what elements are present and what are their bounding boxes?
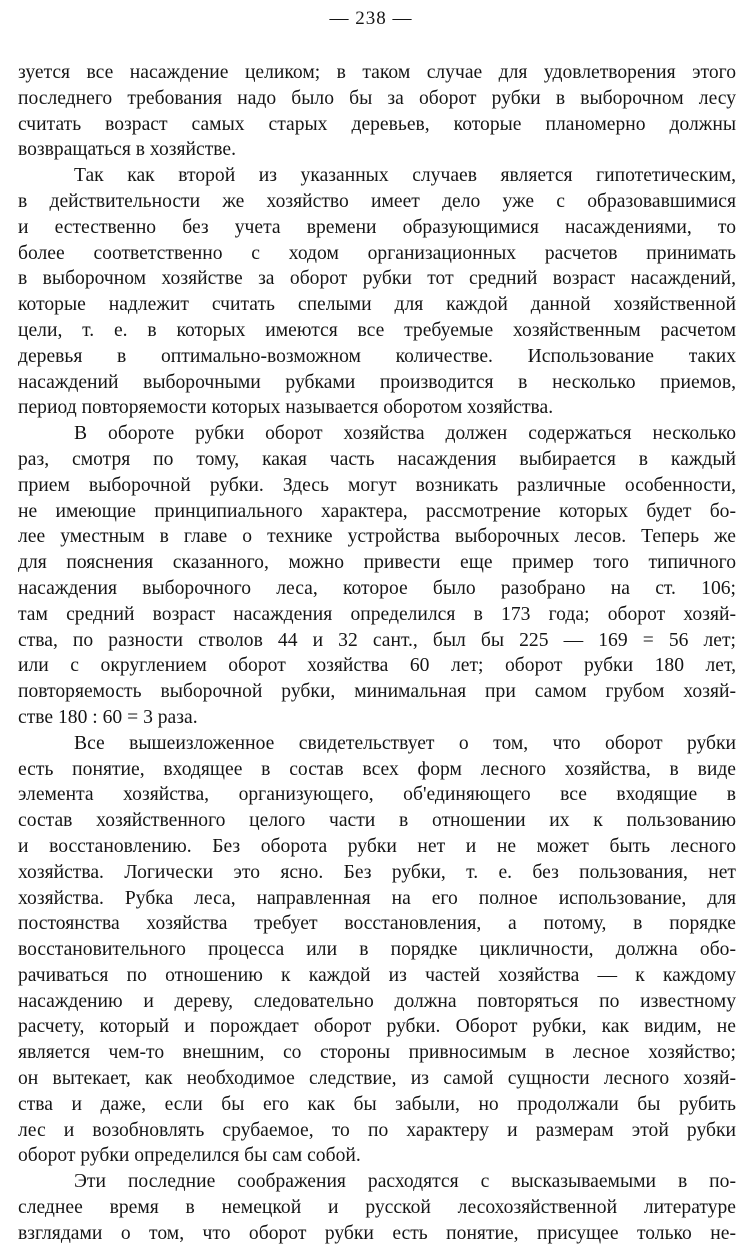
text-line: ства и даже, если бы его как бы забыли, но продолжали бы рубить <box>18 1093 736 1115</box>
text-line: или с округлением оборот хозяйства 60 лет; оборот рубки 180 лет, <box>18 655 736 677</box>
text-line: он вытекает, как необходимое следствие, из самой сущности лесного хозяй- <box>18 1068 736 1090</box>
text-line: не имеющие принципиального характера, рассмотрение которых будет бо- <box>18 500 736 522</box>
text-line: постоянства хозяйства требует восстановления, а потому, в порядке <box>18 913 736 935</box>
text-line: расчету, который и порождает оборот рубки. Оборот рубки, как видим, не <box>18 1016 736 1038</box>
text-line: насаждения выборочного леса, которое было разобрано на ст. 106; <box>18 577 736 599</box>
text-line: хозяйства. Логически это ясно. Без рубки, т. е. без пользования, нет <box>18 861 736 883</box>
text-line: Все вышеизложенное свидетельствует о том, что оборот рубки <box>74 732 736 754</box>
text-line: повторяемость выборочной рубки, минимальная при самом грубом хозяй- <box>18 681 736 703</box>
text-line: взглядами о том, что оборот рубки есть понятие, присущее только не- <box>18 1222 736 1244</box>
text-line: считать возраст самых старых деревьев, которые планомерно должны <box>18 113 736 135</box>
text-line: и естественно без учета времени образующимися насаждениями, то <box>18 216 736 238</box>
text-line: следнее время в немецкой и русской лесохозяйственной литературе <box>18 1197 736 1219</box>
text-line: стве 180 : 60 = 3 раза. <box>18 706 198 728</box>
text-line: восстановительного процесса или в порядке цикличности, должна обо- <box>18 939 736 961</box>
paragraph <box>18 163 736 421</box>
text-line: хозяйства. Рубка леса, направленная на его полное использование, для <box>18 887 736 909</box>
text-line: раз, смотря по тому, какая часть насаждения выбирается в каждый <box>18 448 736 470</box>
paragraph <box>18 60 736 163</box>
text-line: лес и возобновлять срубаемое, то по характеру и размерам этой рубки <box>18 1119 736 1141</box>
page-number: — 238 — <box>329 8 413 29</box>
text-line: в выборочном хозяйстве за оборот рубки тот средний возраст насаждений, <box>18 268 736 290</box>
text-line: прием выборочной рубки. Здесь могут возникать различные особенности, <box>18 474 736 496</box>
text-line: Эти последние соображения расходятся с высказываемыми в по- <box>74 1171 736 1193</box>
text-line: деревья в оптимально-возможном количестве. Использование таких <box>18 345 736 367</box>
paragraph <box>18 1169 736 1246</box>
text-line: насаждению и дереву, следовательно должна повторяться по известному <box>18 990 736 1012</box>
text-line: является чем-то внешним, со стороны привносимым в лесное хозяйство; <box>18 1042 736 1064</box>
text-line: насаждений выборочными рубками производится в несколько приемов, <box>18 371 736 393</box>
text-line: зуется все насаждение целиком; в таком случае для удовлетворения этого <box>18 62 736 83</box>
text-line: последнего требования надо было бы за оборот рубки в выборочном лесу <box>18 87 736 109</box>
text-line: и восстановлению. Без оборота рубки нет и не может быть лесного <box>18 835 736 857</box>
text-line: цели, т. е. в которых имеются все требуемые хозяйственным расчетом <box>18 319 736 341</box>
text-line: Так как второй из указанных случаев является гипотетическим, <box>74 165 736 187</box>
text-line: период повторяемости которых называется оборотом хозяйства. <box>18 397 554 419</box>
text-line: для пояснения сказанного, можно привести еще пример того типичного <box>18 552 736 574</box>
text-line: лее уместным в главе о технике устройства выборочных лесов. Теперь же <box>18 526 736 548</box>
text-line: ства, по разности стволов 44 и 32 сант., был бы 225 — 169 = 56 лет; <box>18 629 736 651</box>
text-line: рачиваться по отношению к каждой из частей хозяйства — к каждому <box>18 964 736 986</box>
text-line: в действительности же хозяйство имеет дело уже с образовавшимися <box>18 190 736 212</box>
text-line: есть понятие, входящее в состав всех форм лесного хозяйства, в виде <box>18 758 736 780</box>
text-line: В обороте рубки оборот хозяйства должен содержаться несколько <box>74 423 736 445</box>
page-text <box>18 60 736 1247</box>
text-line: элемента хозяйства, организующего, об'единяющего все входящие в <box>18 784 736 806</box>
text-line: там средний возраст насаждения определился в 173 года; оборот хозяй- <box>18 603 736 625</box>
text-line: состав хозяйственного целого части в отношении их к пользованию <box>18 810 736 832</box>
paragraph <box>18 731 736 1170</box>
paragraph <box>18 421 736 731</box>
text-line: возвращаться в хозяйстве. <box>18 139 237 161</box>
text-line: которые надлежит считать спелыми для каждой данной хозяйственной <box>18 294 736 316</box>
text-line: оборот рубки определился бы сам собой. <box>18 1145 361 1167</box>
text-line: более соответственно с ходом организационных расчетов принимать <box>18 242 736 264</box>
